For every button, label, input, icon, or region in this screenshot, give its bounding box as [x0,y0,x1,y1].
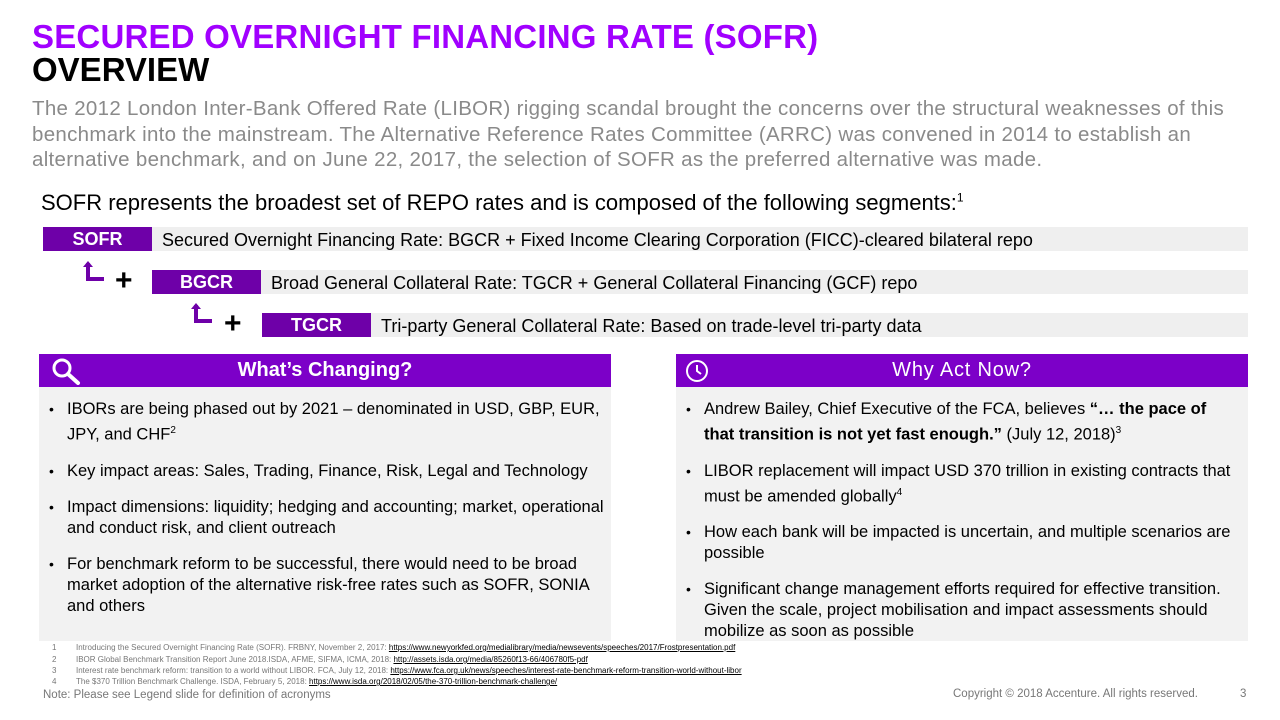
bullet-text: IBORs are being phased out by 2021 – denominated in USD, GBP, EUR, JPY, and CHF [67,400,600,444]
bullet-text: Andrew Bailey, Chief Executive of the FCA, believes [704,400,1090,418]
bullet-text: Key impact areas: Sales, Trading, Finance, Risk, Legal and Technology [67,461,588,480]
footnote-text: Interest rate benchmark reform: transition to a world without LIBOR. FCA, July 12, 2018: [76,666,391,675]
footnote-2 [52,655,588,664]
clock-icon [684,358,710,384]
plus-icon: + [224,307,242,340]
return-arrow-icon [82,261,108,287]
why-act-now-panel [676,354,1248,641]
plus-icon: + [115,264,133,297]
segments-heading-footnote: 1 [956,190,964,205]
segment-label-tgcr: TGCR [262,313,371,337]
footnote-ref: 4 [896,486,903,498]
segment-text-sofr: Secured Overnight Financing Rate: BGCR + Fixed Income Clearing Corporation (FICC)-cleared bilateral repo [162,230,1033,250]
why-act-now-title: Why Act Now? [892,359,1032,381]
return-arrow-icon [190,303,216,329]
footnote-number: 1 [52,643,57,652]
list-item [39,554,604,617]
footnote-number: 3 [52,666,57,675]
segment-label-bgcr: BGCR [152,270,261,294]
footnote-link[interactable]: http://assets.isda.org/media/85260f13-66/406780f5-pdf [393,655,588,664]
whats-changing-panel [39,354,611,641]
segments-heading-text: SOFR represents the broadest set of REPO rates and is composed of the following segments: [41,190,957,215]
footnote-text: IBOR Global Benchmark Transition Report June 2018.ISDA, AFME, SIFMA, ICMA, 2018: [76,655,394,664]
footnote-link[interactable]: https://www.isda.org/2018/02/05/the-370-trillion-benchmark-challenge/ [309,677,558,686]
whats-changing-title: What’s Changing? [237,359,413,381]
whats-changing-header [39,354,611,387]
segment-text-bgcr: Broad General Collateral Rate: TGCR + General Collateral Financing (GCF) repo [271,273,918,293]
list-item [676,579,1236,642]
acronym-note: Note: Please see Legend slide for definition of acronyms [43,689,331,701]
footnote-ref: 2 [170,425,176,436]
bullet-text: Significant change management efforts required for effective transition. Given the scale, project mobilisation and impact assessments should mobilize as soon as possible [704,580,1221,640]
segments-heading [41,190,964,216]
footnote-4 [52,677,557,686]
footnote-3 [52,666,742,675]
footnote-ref: 3 [1115,425,1122,436]
footnote-link[interactable]: https://www.fca.org.uk/news/speeches/interest-rate-benchmark-reform-transition-world-without-libor [390,666,742,675]
bullet-text: How each bank will be impacted is uncertain, and multiple scenarios are possible [704,523,1231,562]
quote-date: (July 12, 2018) [1001,425,1116,444]
copyright: Copyright © 2018 Accenture. All rights reserved. [953,688,1198,700]
list-item [676,522,1236,564]
bullet-text: Impact dimensions: liquidity; hedging and accounting; market, operational and conduct risk, and client outreach [67,497,604,537]
page-title: SECURED OVERNIGHT FINANCING RATE (SOFR) [32,18,819,55]
bullet-text: For benchmark reform to be successful, there would need to be broad market adoption of the alternative risk-free rates such as SOFR, SONIA and others [67,554,589,615]
page-number: 3 [1240,688,1247,700]
list-item [39,497,604,539]
segment-label-sofr: SOFR [43,227,152,251]
list-item [39,399,604,446]
page-subtitle: OVERVIEW [32,51,210,88]
bailey-quote: “… the pace of that transition is not yet fast enough.” [704,400,1207,444]
footnote-link[interactable]: https://www.newyorkfed.org/medialibrary/media/newsevents/speeches/2017/Frostpresentation.pdf [388,643,736,652]
footnote-number: 2 [52,655,57,664]
footnote-1 [52,643,735,652]
bullet-text: LIBOR replacement will impact USD 370 trillion in existing contracts that must be amended globally [704,461,1231,505]
intro-paragraph: The 2012 London Inter-Bank Offered Rate (LIBOR) rigging scandal brought the concerns over the structural weaknesses of this benchmark into the mainstream. The Alternative Reference Rates Committee (ARRC) was convened in 2014 to establish an alternative benchmark, and on June 22, 2017, the selection of SOFR as the preferred alternative was made. [32,97,1224,171]
list-item [676,399,1236,446]
list-item [676,461,1236,508]
segment-text-tgcr: Tri-party General Collateral Rate: Based on trade-level tri-party data [381,316,922,336]
footnote-text: Introducing the Secured Overnight Financing Rate (SOFR). FRBNY, November 2, 2017: [76,643,389,652]
list-item [39,461,604,482]
why-act-now-header [676,354,1248,387]
footnote-number: 4 [52,677,57,686]
why-act-now-list [676,399,1236,657]
footnote-text: The $370 Trillion Benchmark Challenge. ISDA, February 5, 2018: [76,677,310,686]
magnifier-icon [51,357,81,385]
whats-changing-list [39,399,604,632]
